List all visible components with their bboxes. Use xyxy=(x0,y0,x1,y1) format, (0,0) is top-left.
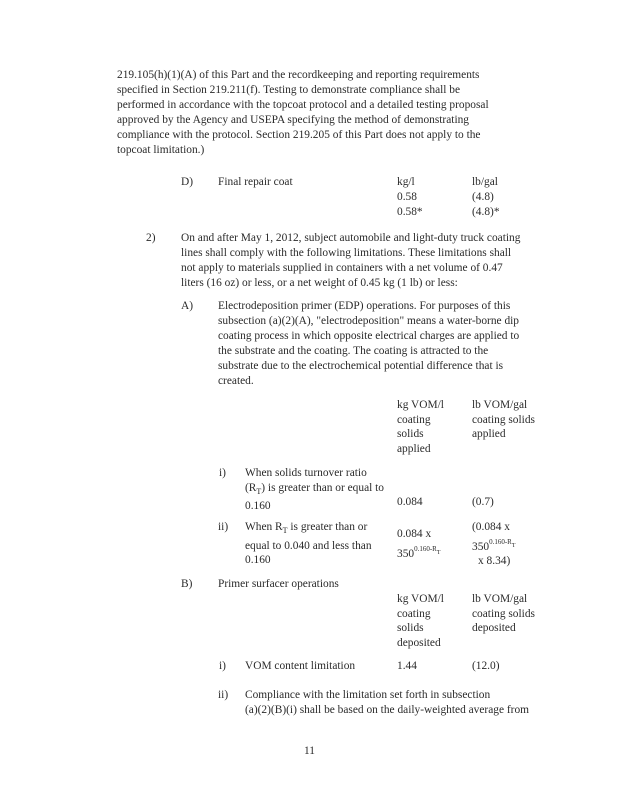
intro-line: 219.105(h)(1)(A) of this Part and the recordkeeping and reporting requirements xyxy=(117,69,480,81)
item-b-i-label: i) xyxy=(219,660,226,672)
item-a-line: substrate due to the electrochemical potential difference that is xyxy=(218,360,504,372)
item-b-name: Primer surfacer operations xyxy=(218,578,339,590)
item-a-i-label: i) xyxy=(219,467,226,479)
item-a-ii-value-english: (0.084 x $350^{0.160-RT}$ x 8.34) xyxy=(472,521,516,568)
item-2-line: not apply to materials supplied in containers with a net volume of 0.47 xyxy=(181,262,503,274)
item-b-header-english: lb VOM/gal coating solids deposited xyxy=(472,593,535,635)
intro-line: specified in Section 219.211(f). Testing to demonstrate compliance shall be xyxy=(117,84,461,96)
intro-line: compliance with the protocol. Section 219.205 of this Part does not apply to the xyxy=(117,129,481,141)
item-d-value-english: (4.8) xyxy=(472,191,494,203)
item-d-unit-metric: kg/l xyxy=(397,176,415,188)
item-a-line: subsection (a)(2)(A), "electrodeposition" means a water-borne dip xyxy=(218,315,520,327)
item-a-ii-text: When $R_T$ is greater than or equal to 0.040 and less than 0.160 xyxy=(245,521,372,567)
item-d-name: Final repair coat xyxy=(218,176,293,188)
item-d-value-metric: 0.58 xyxy=(397,191,417,203)
item-a-ii-value-metric: 0.084 x $350^{0.160-RT}$ xyxy=(397,528,441,560)
page-number: 11 xyxy=(304,745,315,757)
intro-line: topcoat limitation.) xyxy=(117,144,205,156)
item-b-label: B) xyxy=(181,578,193,590)
item-b-header-metric: kg VOM/l coating solids deposited xyxy=(397,593,444,649)
item-a-ii-label: ii) xyxy=(218,521,229,533)
item-b-i-value-metric: 1.44 xyxy=(397,660,417,672)
item-a-i-value-english: (0.7) xyxy=(472,496,494,508)
item-2-line: On and after May 1, 2012, subject automobile and light-duty truck coating xyxy=(181,232,521,244)
intro-line: performed in accordance with the topcoat protocol and a detailed testing proposal xyxy=(117,99,489,111)
item-d-unit-english: lb/gal xyxy=(472,176,498,188)
item-b-i-name: VOM content limitation xyxy=(245,660,356,672)
item-b-ii-line: Compliance with the limitation set forth in subsection xyxy=(245,689,491,701)
item-a-line: Electrodeposition primer (EDP) operations. For purposes of this xyxy=(218,300,511,312)
item-b-ii-label: ii) xyxy=(218,689,229,701)
item-a-header-english: lb VOM/gal coating solids applied xyxy=(472,399,535,441)
item-b-ii-line: (a)(2)(B)(i) shall be based on the daily-weighted average from xyxy=(245,704,530,716)
item-2-label: 2) xyxy=(146,232,156,244)
item-2-line: liters (16 oz) or less, or a net weight of 0.45 kg (1 lb) or less: xyxy=(181,277,458,289)
item-a-i-text: When solids turnover ratio $(R_T)$ is greater than or equal to 0.160 xyxy=(245,467,384,513)
item-2-line: lines shall comply with the following limitations. These limitations shall xyxy=(181,247,512,259)
item-a-line: coating process in which opposite electrical charges are applied to xyxy=(218,330,520,342)
item-a-i-value-metric: 0.084 xyxy=(397,496,423,508)
item-d-label: D) xyxy=(181,176,194,188)
item-d-value-metric-alt: 0.58* xyxy=(397,206,423,218)
item-a-header-metric: kg VOM/l coating solids applied xyxy=(397,399,444,455)
item-b-i-value-english: (12.0) xyxy=(472,660,500,672)
item-a-label: A) xyxy=(181,300,194,312)
intro-line: approved by the Agency and USEPA specifying the method of demonstrating xyxy=(117,114,469,126)
item-a-line: the substrate and the coating. The coating is attracted to the xyxy=(218,345,489,357)
item-a-line: created. xyxy=(218,375,254,387)
item-d-value-english-alt: (4.8)* xyxy=(472,206,500,218)
